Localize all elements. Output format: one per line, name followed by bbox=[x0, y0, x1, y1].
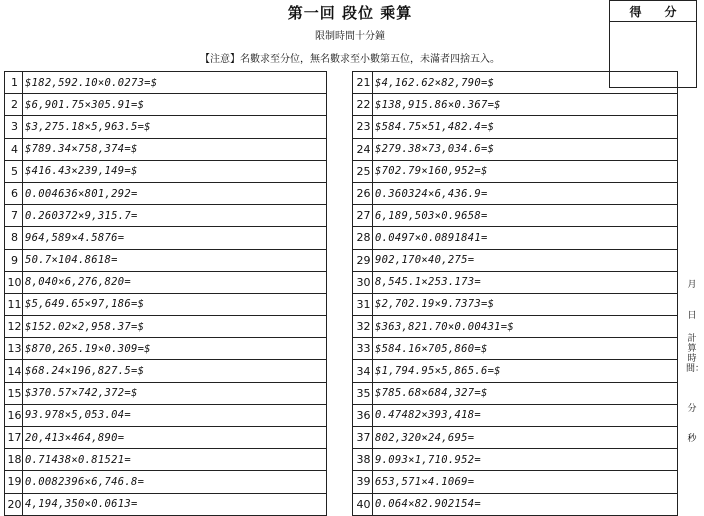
question-row bbox=[5, 205, 327, 227]
question-row bbox=[353, 94, 678, 116]
question-expression[interactable]: $584.16×705,860=$ bbox=[373, 338, 678, 360]
question-row bbox=[353, 227, 678, 249]
question-row bbox=[5, 227, 327, 249]
question-number: 5 bbox=[5, 160, 23, 182]
question-number: 26 bbox=[353, 182, 373, 204]
question-number: 8 bbox=[5, 227, 23, 249]
question-expression[interactable]: 964,589×4.5876= bbox=[23, 227, 327, 249]
question-expression[interactable]: 0.064×82.902154= bbox=[373, 493, 678, 515]
question-row bbox=[5, 382, 327, 404]
question-row bbox=[5, 404, 327, 426]
question-number: 28 bbox=[353, 227, 373, 249]
question-number: 11 bbox=[5, 293, 23, 315]
question-number: 25 bbox=[353, 160, 373, 182]
question-row bbox=[5, 271, 327, 293]
question-expression[interactable]: 4,194,350×0.0613= bbox=[23, 493, 327, 515]
question-row bbox=[5, 249, 327, 271]
question-row bbox=[353, 449, 678, 471]
question-row bbox=[5, 293, 327, 315]
question-row bbox=[353, 293, 678, 315]
question-row bbox=[5, 116, 327, 138]
question-number: 17 bbox=[5, 427, 23, 449]
question-number: 10 bbox=[5, 271, 23, 293]
question-expression[interactable]: $584.75×51,482.4=$ bbox=[373, 116, 678, 138]
question-expression[interactable]: $789.34×758,374=$ bbox=[23, 138, 327, 160]
question-expression[interactable]: $870,265.19×0.309=$ bbox=[23, 338, 327, 360]
question-expression[interactable]: 0.360324×6,436.9= bbox=[373, 182, 678, 204]
question-expression[interactable]: $6,901.75×305.91=$ bbox=[23, 94, 327, 116]
question-expression[interactable]: 93.978×5,053.04= bbox=[23, 404, 327, 426]
question-expression[interactable]: 20,413×464,890= bbox=[23, 427, 327, 449]
question-expression[interactable]: $1,794.95×5,865.6=$ bbox=[373, 360, 678, 382]
question-row bbox=[5, 182, 327, 204]
question-number: 36 bbox=[353, 404, 373, 426]
question-expression[interactable]: $279.38×73,034.6=$ bbox=[373, 138, 678, 160]
question-number: 33 bbox=[353, 338, 373, 360]
question-row bbox=[353, 427, 678, 449]
question-row bbox=[353, 316, 678, 338]
question-row bbox=[353, 72, 678, 94]
question-row bbox=[5, 338, 327, 360]
question-row bbox=[5, 72, 327, 94]
question-row bbox=[353, 471, 678, 493]
question-expression[interactable]: $416.43×239,149=$ bbox=[23, 160, 327, 182]
question-row bbox=[353, 493, 678, 515]
question-row bbox=[5, 138, 327, 160]
question-number: 14 bbox=[5, 360, 23, 382]
question-number: 4 bbox=[5, 138, 23, 160]
question-number: 20 bbox=[5, 493, 23, 515]
question-expression[interactable]: $702.79×160,952=$ bbox=[373, 160, 678, 182]
question-number: 15 bbox=[5, 382, 23, 404]
question-expression[interactable]: 0.71438×0.81521= bbox=[23, 449, 327, 471]
question-number: 39 bbox=[353, 471, 373, 493]
question-number: 29 bbox=[353, 249, 373, 271]
question-number: 38 bbox=[353, 449, 373, 471]
question-expression[interactable]: $152.02×2,958.37=$ bbox=[23, 316, 327, 338]
question-row bbox=[353, 271, 678, 293]
question-expression[interactable]: 0.004636×801,292= bbox=[23, 182, 327, 204]
question-number: 2 bbox=[5, 94, 23, 116]
question-row bbox=[5, 360, 327, 382]
question-number: 24 bbox=[353, 138, 373, 160]
question-number: 31 bbox=[353, 293, 373, 315]
question-row bbox=[353, 360, 678, 382]
question-number: 12 bbox=[5, 316, 23, 338]
question-number: 16 bbox=[5, 404, 23, 426]
question-number: 32 bbox=[353, 316, 373, 338]
question-expression[interactable]: $182,592.10×0.0273=$ bbox=[23, 72, 327, 94]
question-row bbox=[5, 427, 327, 449]
question-expression[interactable]: $138,915.86×0.367=$ bbox=[373, 94, 678, 116]
question-row bbox=[5, 471, 327, 493]
question-expression[interactable]: 902,170×40,275= bbox=[373, 249, 678, 271]
question-expression[interactable]: $2,702.19×9.7373=$ bbox=[373, 293, 678, 315]
question-expression[interactable]: 8,545.1×253.173= bbox=[373, 271, 678, 293]
question-row bbox=[5, 493, 327, 515]
question-row bbox=[353, 382, 678, 404]
score-label-fen: 分 bbox=[664, 4, 677, 19]
question-row bbox=[353, 338, 678, 360]
question-number: 18 bbox=[5, 449, 23, 471]
question-row bbox=[353, 182, 678, 204]
question-row bbox=[5, 94, 327, 116]
question-row bbox=[353, 116, 678, 138]
question-row bbox=[5, 160, 327, 182]
question-number: 6 bbox=[5, 182, 23, 204]
question-row bbox=[353, 205, 678, 227]
question-expression[interactable]: $3,275.18×5,963.5=$ bbox=[23, 116, 327, 138]
question-expression[interactable]: $5,649.65×97,186=$ bbox=[23, 293, 327, 315]
question-expression[interactable]: 0.260372×9,315.7= bbox=[23, 205, 327, 227]
question-expression[interactable]: 653,571×4.1069= bbox=[373, 471, 678, 493]
question-number: 23 bbox=[353, 116, 373, 138]
month-label: 月 bbox=[687, 280, 697, 290]
left-question-table bbox=[4, 71, 327, 516]
question-number: 21 bbox=[353, 72, 373, 94]
question-expression[interactable]: 0.47482×393,418= bbox=[373, 404, 678, 426]
question-number: 40 bbox=[353, 493, 373, 515]
question-row bbox=[353, 138, 678, 160]
question-number: 27 bbox=[353, 205, 373, 227]
question-number: 7 bbox=[5, 205, 23, 227]
question-expression[interactable]: 6,189,503×0.9658= bbox=[373, 205, 678, 227]
question-expression[interactable]: $68.24×196,827.5=$ bbox=[23, 360, 327, 382]
calc-time-label: 計算時間： bbox=[686, 334, 704, 374]
question-row bbox=[353, 160, 678, 182]
question-expression[interactable]: $4,162.62×82,790=$ bbox=[373, 72, 678, 94]
page-title: 第一回 段位 乘算 bbox=[287, 4, 413, 22]
question-number: 22 bbox=[353, 94, 373, 116]
time-limit: 限制時間十分鐘 bbox=[315, 31, 385, 42]
question-row bbox=[353, 249, 678, 271]
question-number: 3 bbox=[5, 116, 23, 138]
question-number: 37 bbox=[353, 427, 373, 449]
question-expression[interactable]: $370.57×742,372=$ bbox=[23, 382, 327, 404]
instruction-note: 【注意】名數求至分位，無名數求至小數第五位，未滿者四捨五入。 bbox=[200, 54, 500, 65]
minute-label: 分 bbox=[687, 404, 697, 414]
question-expression[interactable]: $785.68×684,327=$ bbox=[373, 382, 678, 404]
question-number: 1 bbox=[5, 72, 23, 94]
question-number: 13 bbox=[5, 338, 23, 360]
question-row bbox=[353, 404, 678, 426]
question-row bbox=[5, 449, 327, 471]
second-label: 秒 bbox=[687, 434, 697, 444]
question-expression[interactable]: 9.093×1,710.952= bbox=[373, 449, 678, 471]
right-question-table bbox=[352, 71, 678, 516]
question-expression[interactable]: $363,821.70×0.00431=$ bbox=[373, 316, 678, 338]
day-label: 日 bbox=[687, 311, 697, 321]
question-number: 19 bbox=[5, 471, 23, 493]
question-row bbox=[5, 316, 327, 338]
question-number: 35 bbox=[353, 382, 373, 404]
score-header bbox=[610, 1, 696, 22]
question-number: 9 bbox=[5, 249, 23, 271]
question-number: 30 bbox=[353, 271, 373, 293]
score-label-de: 得 bbox=[629, 4, 642, 19]
question-expression[interactable]: 802,320×24,695= bbox=[373, 427, 678, 449]
question-expression[interactable]: 8,040×6,276,820= bbox=[23, 271, 327, 293]
question-expression[interactable]: 50.7×104.8618= bbox=[23, 249, 327, 271]
question-number: 34 bbox=[353, 360, 373, 382]
question-expression[interactable]: 0.0082396×6,746.8= bbox=[23, 471, 327, 493]
question-expression[interactable]: 0.0497×0.0891841= bbox=[373, 227, 678, 249]
